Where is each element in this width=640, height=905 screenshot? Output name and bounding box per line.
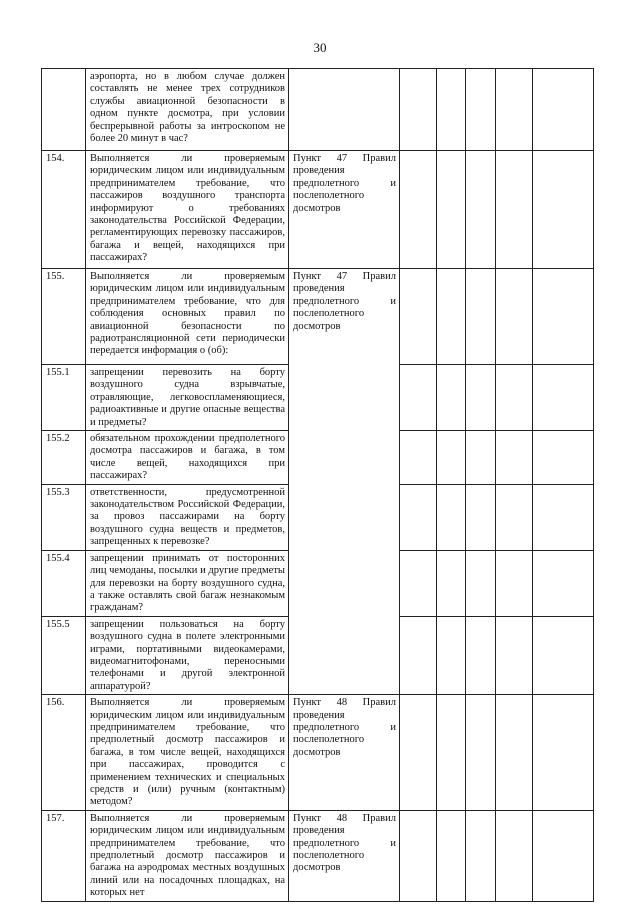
- row-number: 155.2: [42, 431, 86, 485]
- answer-extra-cell[interactable]: [496, 550, 533, 616]
- table-row: [42, 69, 594, 151]
- answer-yes-cell[interactable]: [400, 810, 437, 901]
- row-number: 155.: [42, 269, 86, 365]
- reference-text: Пункт 48 Правил проведения предполетного и послеполетного досмотров: [289, 695, 400, 811]
- answer-na-cell[interactable]: [466, 695, 496, 811]
- answer-yes-cell[interactable]: [400, 151, 437, 269]
- answer-no-cell[interactable]: [437, 810, 466, 901]
- row-number: [42, 69, 86, 151]
- row-number: 155.5: [42, 616, 86, 694]
- notes-cell[interactable]: [533, 484, 594, 550]
- page-number: 30: [313, 40, 327, 55]
- notes-cell[interactable]: [533, 69, 594, 151]
- notes-cell[interactable]: [533, 616, 594, 694]
- answer-na-cell[interactable]: [466, 550, 496, 616]
- answer-yes-cell[interactable]: [400, 484, 437, 550]
- question-text: ответственности, предусмотренной законодательством Российской Федерации, за провоз пассажирами на борту воздушного судна веществ и предметов, запрещенных к перевозке?: [86, 484, 289, 550]
- question-text: аэропорта, но в любом случае должен составлять не менее трех сотрудников службы авиационной безопасности в одном пункте досмотра, при условии беспрерывной работы за интроскопом не более 20 минут в час?: [86, 69, 289, 151]
- question-text: Выполняется ли проверяемым юридическим лицом или индивидуальным предпринимателем требование, что предполетный досмотр пассажиров и багажа, в том числе вещей, находящихся при пассажирах, проводится с применением технических и специальных средств и (или) ручным (контактным) методом?: [86, 695, 289, 811]
- answer-no-cell[interactable]: [437, 431, 466, 485]
- answer-no-cell[interactable]: [437, 151, 466, 269]
- question-text: Выполняется ли проверяемым юридическим лицом или индивидуальным предпринимателем требование, что для соблюдения основных правил по авиационной безопасности по радиотрансляционной сети периодически передается информация о (об):: [86, 269, 289, 365]
- notes-cell[interactable]: [533, 550, 594, 616]
- question-text: запрещении принимать от посторонних лиц чемоданы, посылки и другие предметы для перевозки на борту воздушного судна, а также оставлять свой багаж незнакомым гражданам?: [86, 550, 289, 616]
- answer-no-cell[interactable]: [437, 69, 466, 151]
- reference-cell: [289, 69, 400, 151]
- table-row: [42, 151, 594, 269]
- answer-na-cell[interactable]: [466, 484, 496, 550]
- notes-cell[interactable]: [533, 269, 594, 365]
- answer-na-cell[interactable]: [466, 365, 496, 431]
- notes-cell[interactable]: [533, 695, 594, 811]
- answer-yes-cell[interactable]: [400, 616, 437, 694]
- answer-extra-cell[interactable]: [496, 151, 533, 269]
- row-number: 157.: [42, 810, 86, 901]
- answer-yes-cell[interactable]: [400, 550, 437, 616]
- answer-yes-cell[interactable]: [400, 69, 437, 151]
- question-text: Выполняется ли проверяемым юридическим лицом или индивидуальным предпринимателем требование, что предполетный досмотр пассажиров и багажа на аэродромах местных воздушных линий или на посадочных площадках, на которых нет: [86, 810, 289, 901]
- answer-extra-cell[interactable]: [496, 484, 533, 550]
- notes-cell[interactable]: [533, 431, 594, 485]
- row-number: 156.: [42, 695, 86, 811]
- answer-extra-cell[interactable]: [496, 616, 533, 694]
- answer-na-cell[interactable]: [466, 151, 496, 269]
- table-row: [42, 695, 594, 811]
- reference-text: Пункт 47 Правил проведения предполетного и послеполетного досмотров: [289, 269, 400, 695]
- table-row: [42, 810, 594, 901]
- reference-text: Пункт 47 Правил проведения предполетного и послеполетного досмотров: [289, 151, 400, 269]
- notes-cell[interactable]: [533, 151, 594, 269]
- row-number: 155.3: [42, 484, 86, 550]
- answer-extra-cell[interactable]: [496, 365, 533, 431]
- question-text: запрещении пользоваться на борту воздушного судна в полете электронными играми, портативными видеокамерами, видеомагнитофонами, переносными телефонами и другой электронной аппаратурой?: [86, 616, 289, 694]
- answer-extra-cell[interactable]: [496, 695, 533, 811]
- answer-extra-cell[interactable]: [496, 69, 533, 151]
- notes-cell[interactable]: [533, 365, 594, 431]
- checklist-table: [41, 68, 594, 902]
- answer-na-cell[interactable]: [466, 431, 496, 485]
- answer-extra-cell[interactable]: [496, 810, 533, 901]
- answer-na-cell[interactable]: [466, 810, 496, 901]
- answer-extra-cell[interactable]: [496, 431, 533, 485]
- answer-no-cell[interactable]: [437, 269, 466, 365]
- answer-no-cell[interactable]: [437, 365, 466, 431]
- answer-yes-cell[interactable]: [400, 695, 437, 811]
- answer-yes-cell[interactable]: [400, 431, 437, 485]
- notes-cell[interactable]: [533, 810, 594, 901]
- row-number: 155.1: [42, 365, 86, 431]
- row-number: 155.4: [42, 550, 86, 616]
- answer-yes-cell[interactable]: [400, 269, 437, 365]
- answer-na-cell[interactable]: [466, 269, 496, 365]
- answer-no-cell[interactable]: [437, 550, 466, 616]
- answer-yes-cell[interactable]: [400, 365, 437, 431]
- answer-no-cell[interactable]: [437, 484, 466, 550]
- question-text: Выполняется ли проверяемым юридическим лицом или индивидуальным предпринимателем требование, что пассажиров воздушного транспорта информируют о требованиях законодательства Российской Федерации, регламентирующих перевозку пассажиров, багажа и вещей, находящихся при пассажирах?: [86, 151, 289, 269]
- reference-text: Пункт 48 Правил проведения предполетного и послеполетного досмотров: [289, 810, 400, 901]
- row-number: 154.: [42, 151, 86, 269]
- answer-no-cell[interactable]: [437, 616, 466, 694]
- answer-extra-cell[interactable]: [496, 269, 533, 365]
- question-text: обязательном прохождении предполетного досмотра пассажиров и багажа, в том числе вещей, находящихся при пассажирах?: [86, 431, 289, 485]
- question-text: запрещении перевозить на борту воздушного судна взрывчатые, отравляющие, легковоспламеняющиеся, радиоактивные и другие опасные вещества и предметы?: [86, 365, 289, 431]
- answer-na-cell[interactable]: [466, 616, 496, 694]
- table-row: [42, 269, 594, 365]
- answer-na-cell[interactable]: [466, 69, 496, 151]
- answer-no-cell[interactable]: [437, 695, 466, 811]
